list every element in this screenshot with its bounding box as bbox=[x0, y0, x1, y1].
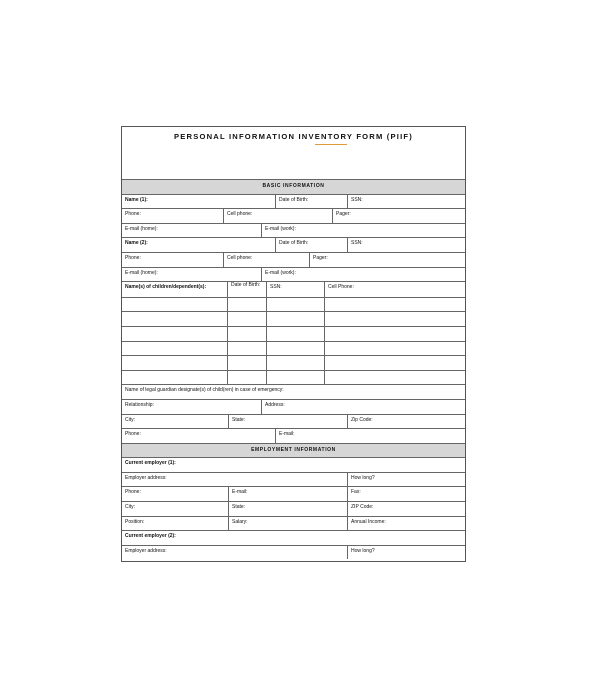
employer2-address-row bbox=[122, 545, 465, 560]
child-row bbox=[122, 311, 465, 326]
phone-row bbox=[122, 428, 465, 443]
child-row bbox=[122, 355, 465, 370]
child-cell-cell[interactable] bbox=[324, 356, 465, 370]
email1-row bbox=[122, 223, 465, 238]
phone2-field[interactable]: Phone: bbox=[125, 254, 141, 261]
child-dob-cell[interactable] bbox=[227, 298, 266, 312]
email-work1-field[interactable]: E-mail (work): bbox=[261, 224, 465, 238]
employer1-field[interactable]: Current employer (1): bbox=[125, 460, 176, 467]
employer1-row bbox=[122, 457, 465, 472]
cell2-field[interactable]: Cell phone: bbox=[223, 253, 309, 267]
child-cell-cell[interactable] bbox=[324, 371, 465, 385]
pager1-field[interactable]: Pager: bbox=[332, 209, 465, 223]
guardian-row bbox=[122, 384, 465, 399]
child-name-cell[interactable] bbox=[122, 356, 227, 370]
phone-field[interactable]: Phone: bbox=[125, 431, 141, 438]
child-dob-cell[interactable] bbox=[227, 371, 266, 385]
address-field[interactable]: Address: bbox=[261, 400, 465, 414]
employer-fax-field[interactable]: Fax: bbox=[347, 487, 465, 501]
form-grid bbox=[122, 179, 465, 559]
ssn2-field[interactable]: SSN: bbox=[347, 238, 465, 252]
guardian-field[interactable]: Name of legal guardian designate(s) of child(ren) in case of emergency: bbox=[125, 387, 284, 394]
city-row bbox=[122, 414, 465, 429]
employer-phone-field[interactable]: Phone: bbox=[125, 489, 141, 496]
children-header-row bbox=[122, 281, 465, 297]
position-field[interactable]: Position: bbox=[125, 518, 145, 525]
annual-income-field[interactable]: Annual Income: bbox=[347, 517, 465, 531]
child-ssn-cell[interactable] bbox=[266, 298, 324, 312]
how-long1-field[interactable]: How long? bbox=[347, 473, 465, 487]
phone1-field[interactable]: Phone: bbox=[125, 211, 141, 218]
name2-row bbox=[122, 237, 465, 252]
email-field[interactable]: E-mail: bbox=[275, 429, 465, 443]
employer2-row bbox=[122, 530, 465, 545]
child-cell-cell[interactable] bbox=[324, 342, 465, 356]
zip-field[interactable]: Zip Code: bbox=[347, 415, 465, 429]
employer-zip-field[interactable]: ZIP Code: bbox=[347, 502, 465, 516]
child-dob-label: Date of Birth: bbox=[227, 282, 266, 297]
child-ssn-cell[interactable] bbox=[266, 356, 324, 370]
employer-city-row bbox=[122, 501, 465, 516]
child-ssn-cell[interactable] bbox=[266, 312, 324, 326]
position-row bbox=[122, 516, 465, 531]
child-cell-cell[interactable] bbox=[324, 298, 465, 312]
child-ssn-label: SSN: bbox=[266, 282, 324, 297]
employer-city-field[interactable]: City: bbox=[125, 504, 135, 511]
ssn1-field[interactable]: SSN: bbox=[347, 195, 465, 209]
name1-row bbox=[122, 194, 465, 209]
form-title: PERSONAL INFORMATION INVENTORY FORM (PIIF) bbox=[174, 132, 413, 141]
child-name-cell[interactable] bbox=[122, 312, 227, 326]
name1-field[interactable]: Name (1): bbox=[125, 196, 148, 203]
child-ssn-cell[interactable] bbox=[266, 327, 324, 341]
state-field[interactable]: State: bbox=[228, 415, 347, 429]
title-underline bbox=[315, 144, 347, 145]
email-home2-field[interactable]: E-mail (home): bbox=[125, 269, 158, 276]
child-name-cell[interactable] bbox=[122, 298, 227, 312]
child-row bbox=[122, 326, 465, 341]
employer1-address-row bbox=[122, 472, 465, 487]
child-ssn-cell[interactable] bbox=[266, 371, 324, 385]
relationship-field[interactable]: Relationship: bbox=[125, 401, 154, 408]
pager2-field[interactable]: Pager: bbox=[309, 253, 465, 267]
child-cell-label: Cell Phone: bbox=[324, 282, 465, 297]
child-name-cell[interactable] bbox=[122, 371, 227, 385]
children-label: Name(s) of children/dependent(s): bbox=[125, 284, 207, 291]
employment-information-header: EMPLOYMENT INFORMATION bbox=[122, 443, 465, 458]
child-dob-cell[interactable] bbox=[227, 312, 266, 326]
dob1-field[interactable]: Date of Birth: bbox=[275, 195, 347, 209]
child-row bbox=[122, 341, 465, 356]
relationship-row bbox=[122, 399, 465, 414]
employer-email-field[interactable]: E-mail: bbox=[228, 487, 347, 501]
child-row bbox=[122, 297, 465, 312]
child-cell-cell[interactable] bbox=[324, 327, 465, 341]
how-long2-field[interactable]: How long? bbox=[347, 546, 465, 560]
child-name-cell[interactable] bbox=[122, 327, 227, 341]
child-row bbox=[122, 370, 465, 385]
email-home1-field[interactable]: E-mail (home): bbox=[125, 225, 158, 232]
email2-row bbox=[122, 267, 465, 282]
salary-field[interactable]: Salary: bbox=[228, 517, 347, 531]
dob2-field[interactable]: Date of Birth: bbox=[275, 238, 347, 252]
child-dob-cell[interactable] bbox=[227, 356, 266, 370]
child-name-cell[interactable] bbox=[122, 342, 227, 356]
name2-field[interactable]: Name (2): bbox=[125, 240, 148, 247]
phone2-row bbox=[122, 252, 465, 267]
city-field[interactable]: City: bbox=[125, 416, 135, 423]
phone1-row bbox=[122, 208, 465, 223]
basic-information-header: BASIC INFORMATION bbox=[122, 179, 465, 194]
email-work2-field[interactable]: E-mail (work): bbox=[261, 268, 465, 282]
child-cell-cell[interactable] bbox=[324, 312, 465, 326]
child-dob-cell[interactable] bbox=[227, 327, 266, 341]
employer-phone-row bbox=[122, 486, 465, 501]
child-ssn-cell[interactable] bbox=[266, 342, 324, 356]
personal-information-form bbox=[121, 126, 466, 562]
employer-state-field[interactable]: State: bbox=[228, 502, 347, 516]
employer1-address-field[interactable]: Employer address: bbox=[125, 474, 167, 481]
employer2-address-field[interactable]: Employer address: bbox=[125, 547, 167, 554]
cell1-field[interactable]: Cell phone: bbox=[223, 209, 332, 223]
employer2-field[interactable]: Current employer (2): bbox=[125, 533, 176, 540]
child-dob-cell[interactable] bbox=[227, 342, 266, 356]
